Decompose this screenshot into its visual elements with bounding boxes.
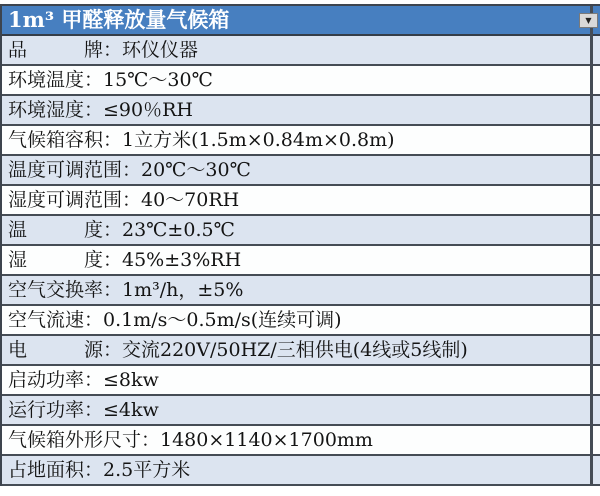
spec-row-text: 温度可调范围：20℃～30℃ — [8, 159, 251, 181]
spec-row-text: 品 牌：环仪仪器 — [8, 39, 199, 61]
spec-row-chamber-volume — [2, 126, 600, 156]
spec-row-temperature — [2, 216, 600, 246]
spec-row-text: 环境温度：15℃～30℃ — [8, 69, 213, 91]
spec-row-text: 湿 度：45%±3%RH — [8, 249, 242, 271]
spec-row-text: 环境湿度：≤90％RH — [8, 99, 193, 121]
spec-row-text: 气候箱外形尺寸：1480×1140×1700mm — [8, 429, 373, 451]
spec-row-floor-area — [2, 456, 600, 486]
spec-row-text: 启动功率：≤8kw — [8, 369, 159, 391]
spec-row-running-power — [2, 396, 600, 426]
table-title: 1m³ 甲醛释放量气候箱 — [8, 7, 230, 32]
spec-row-text: 占地面积：2.5平方米 — [8, 459, 191, 481]
spec-row-text: 空气交换率：1m³/h，±5% — [8, 279, 244, 301]
spec-row-text: 运行功率：≤4kw — [8, 399, 159, 421]
spec-row-brand — [2, 36, 600, 66]
spec-row-ambient-temp — [2, 66, 600, 96]
spec-row-text: 温 度：23℃±0.5℃ — [8, 219, 235, 241]
spec-row-temp-range — [2, 156, 600, 186]
table-header — [2, 6, 600, 36]
spec-table — [0, 4, 600, 486]
spec-row-text: 空气流速：0.1m/s～0.5m/s(连续可调) — [8, 309, 342, 331]
spec-row-text: 湿度可调范围：40～70RH — [8, 189, 240, 211]
spec-row-air-velocity — [2, 306, 600, 336]
column-divider — [590, 6, 593, 486]
spec-row-ambient-humidity — [2, 96, 600, 126]
spec-row-air-exchange-rate — [2, 276, 600, 306]
spec-row-text: 电 源：交流220V/50HZ/三相供电(4线或5线制) — [8, 339, 468, 361]
spec-row-startup-power — [2, 366, 600, 396]
spec-row-text: 气候箱容积：1立方米(1.5m×0.84m×0.8m) — [8, 129, 395, 151]
spec-rows — [2, 36, 600, 486]
spec-row-humidity-range — [2, 186, 600, 216]
header-dropdown-button[interactable] — [579, 13, 598, 28]
spec-row-humidity — [2, 246, 600, 276]
chevron-down-icon: ▼ — [585, 15, 592, 25]
spec-row-outer-dimensions — [2, 426, 600, 456]
spec-row-power-supply — [2, 336, 600, 366]
